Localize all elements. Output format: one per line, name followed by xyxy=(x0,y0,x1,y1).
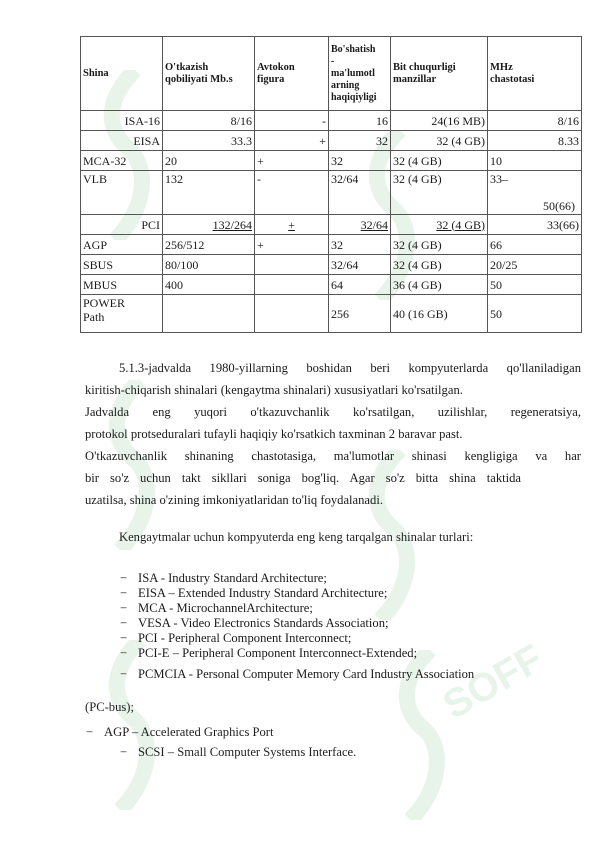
table-row xyxy=(81,111,582,131)
bus-characteristics-table xyxy=(80,36,582,333)
cell-bus: PCI xyxy=(81,215,163,235)
table-row xyxy=(81,215,582,235)
list-item-text: AGP – Accelerated Graphics Port xyxy=(104,725,274,739)
cell-reliability: 32/64 xyxy=(329,255,391,275)
bullet-dash: − xyxy=(120,601,128,615)
cell-address-width: 36 (4 GB) xyxy=(391,275,488,295)
list-item-text: ISA - Industry Standard Architecture; xyxy=(138,571,327,585)
paragraph-line: bir so'z uchun takt sikllari soniga bog'liq. Agar so'z bitta shina taktida xyxy=(85,471,521,485)
cell-autoconfig xyxy=(255,275,329,295)
header-line: manzillar xyxy=(393,73,437,85)
cell-bandwidth: 20 xyxy=(163,151,255,171)
cell-bus: MCA-32 xyxy=(81,151,163,171)
cell-autoconfig: - xyxy=(255,171,329,215)
paragraph-line: O'tkazuvchanlik shinaning chastotasiga, ma'lumotlar shinasi kengligiga va har xyxy=(85,449,581,463)
bullet-dash: − xyxy=(120,646,128,660)
header-line: figura xyxy=(257,73,285,85)
pc-bus-line: (PC-bus); xyxy=(85,700,134,714)
table-row xyxy=(81,255,582,275)
table-row xyxy=(81,295,582,333)
header-line: haqiqiyligi xyxy=(331,91,377,103)
watermark-text: SOFF xyxy=(435,636,551,728)
cell-address-width: 32 (4 GB) xyxy=(391,235,488,255)
cell-bandwidth xyxy=(163,215,255,235)
header-cell-frequency xyxy=(488,37,582,111)
cell-bus: VLB xyxy=(81,171,163,215)
paragraph-line: kiritish-chiqarish shinalari (kengaytma shinalari) xususiyatlari ko'rsatilgan. xyxy=(85,383,463,397)
cell-frequency-line: 33– xyxy=(490,172,508,186)
header-cell-bus: Shina xyxy=(81,37,163,111)
header-cell-bandwidth xyxy=(163,37,255,111)
list-item-text: EISA – Extended Industry Standard Architecture; xyxy=(138,586,388,600)
cell-bus: SBUS xyxy=(81,255,163,275)
bullet-dash: − xyxy=(86,725,94,739)
paragraph-bus-description xyxy=(85,357,581,511)
cell-autoconfig: + xyxy=(255,131,329,151)
cell-bandwidth: 132 xyxy=(163,171,255,215)
cell-reliability xyxy=(329,215,391,235)
list-item-text: PCMCIA - Personal Computer Memory Card Industry Association xyxy=(138,667,475,681)
cell-frequency xyxy=(488,171,582,215)
bullet-dash: − xyxy=(120,586,128,600)
cell-frequency: 66 xyxy=(488,235,582,255)
list-item xyxy=(120,586,474,601)
cell-frequency: 50 xyxy=(488,275,582,295)
cell-bus xyxy=(81,295,163,333)
cell-reliability: 32 xyxy=(329,151,391,171)
cell-bus: EISA xyxy=(81,131,163,151)
list-item-text: PCI - Peripheral Component Interconnect; xyxy=(138,631,352,645)
cell-reliability: 16 xyxy=(329,111,391,131)
list-item-text: MCA - MicrochannelArchitecture; xyxy=(138,601,313,615)
cell-reliability: 64 xyxy=(329,275,391,295)
cell-bandwidth: 400 xyxy=(163,275,255,295)
cell-bus: AGP xyxy=(81,235,163,255)
cell-frequency-line: 50(66) xyxy=(543,199,575,213)
paragraph-line: protokol protseduralari tufayli haqiqiy ko'rsatkich taxminan 2 baravar past. xyxy=(85,427,463,441)
list-item xyxy=(120,571,474,586)
list-item xyxy=(120,667,474,682)
header-cell-autoconfig xyxy=(255,37,329,111)
cell-address-width: 32 (4 GB) xyxy=(391,171,488,215)
cell-bus: MBUS xyxy=(81,275,163,295)
cell-autoconfig-text: + xyxy=(288,217,295,232)
header-line: Avtokon xyxy=(257,61,295,73)
header-line: chastotasi xyxy=(490,73,535,85)
header-line: MHz xyxy=(490,61,513,73)
cell-reliability-text: 32/64 xyxy=(360,217,388,232)
cell-bandwidth: 80/100 xyxy=(163,255,255,275)
header-cell-address-width xyxy=(391,37,488,111)
scsi-line xyxy=(120,745,596,760)
cell-address-width: 32 (4 GB) xyxy=(391,255,488,275)
list-item xyxy=(120,616,474,631)
paragraph-line: Jadvalda eng yuqori o'tkazuvchanlik ko'rsatilgan, uzilishlar, regeneratsiya, xyxy=(85,405,581,419)
cell-address-width: 32 (4 GB) xyxy=(391,151,488,171)
list-item xyxy=(120,646,474,661)
header-line: qobiliyati Mb.s xyxy=(165,73,233,85)
cell-address-width-text: 32 (4 GB) xyxy=(436,217,485,232)
cell-frequency: 8/16 xyxy=(488,111,582,131)
header-line: O'tkazish xyxy=(165,61,209,73)
table-row xyxy=(81,151,582,171)
bullet-dash: − xyxy=(120,745,128,759)
header-line: - xyxy=(331,55,335,67)
table-row xyxy=(81,235,582,255)
list-item-text: VESA - Video Electronics Standards Association; xyxy=(138,616,389,630)
cell-frequency: 8.33 xyxy=(488,131,582,151)
cell-bandwidth: 33.3 xyxy=(163,131,255,151)
list-item-text: PCI-E – Peripheral Component Interconnect-Extended; xyxy=(138,646,418,660)
cell-bandwidth-text: 132/264 xyxy=(212,217,252,232)
cell-reliability: 32 xyxy=(329,235,391,255)
agp-line xyxy=(86,725,582,740)
paragraph-line: 5.1.3-jadvalda 1980-yillarning boshidan beri kompyuterlarda qo'llaniladigan xyxy=(119,361,581,375)
bullet-dash: − xyxy=(120,631,128,645)
cell-bus-line: POWER xyxy=(83,296,125,310)
list-item xyxy=(120,601,474,616)
cell-bandwidth: 256/512 xyxy=(163,235,255,255)
cell-autoconfig xyxy=(255,255,329,275)
cell-address-width: 40 (16 GB) xyxy=(391,295,488,333)
cell-address-width: 24(16 MB) xyxy=(391,111,488,131)
cell-address-width: 32 (4 GB) xyxy=(391,131,488,151)
cell-frequency: 20/25 xyxy=(488,255,582,275)
bullet-dash: − xyxy=(120,616,128,630)
cell-bandwidth xyxy=(163,295,255,333)
table-row xyxy=(81,131,582,151)
list-item-text: SCSI – Small Computer Systems Interface. xyxy=(138,745,357,759)
bullet-dash: − xyxy=(120,667,128,681)
cell-reliability: 32/64 xyxy=(329,171,391,215)
cell-bandwidth: 8/16 xyxy=(163,111,255,131)
cell-autoconfig xyxy=(255,295,329,333)
cell-frequency: 10 xyxy=(488,151,582,171)
cell-address-width xyxy=(391,215,488,235)
paragraph-bus-types-intro: Kengaytmalar uchun kompyuterda eng keng tarqalgan shinalar turlari: xyxy=(119,530,474,544)
list-item xyxy=(120,631,474,646)
cell-autoconfig: + xyxy=(255,235,329,255)
cell-autoconfig: + xyxy=(255,151,329,171)
cell-reliability: 32 xyxy=(329,131,391,151)
cell-autoconfig: - xyxy=(255,111,329,131)
cell-frequency: 33(66) xyxy=(488,215,582,235)
header-line: Bit chuqurligi xyxy=(393,61,456,73)
table-row xyxy=(81,171,582,215)
cell-reliability: 256 xyxy=(329,295,391,333)
cell-bus: ISA-16 xyxy=(81,111,163,131)
bullet-dash: − xyxy=(120,571,128,585)
cell-bus-line: Path xyxy=(83,310,105,324)
table-header-row xyxy=(81,37,582,111)
paragraph-line: uzatilsa, shina o'zining imkoniyatlaridan to'liq foydalanadi. xyxy=(85,493,383,507)
table-row xyxy=(81,275,582,295)
header-line: ma'lumotl xyxy=(331,67,375,79)
header-cell-reliability xyxy=(329,37,391,111)
header-line: Bo'shatish xyxy=(331,43,376,55)
cell-frequency: 50 xyxy=(488,295,582,333)
header-line: arning xyxy=(331,79,360,91)
bus-types-list xyxy=(120,571,474,682)
cell-autoconfig xyxy=(255,215,329,235)
